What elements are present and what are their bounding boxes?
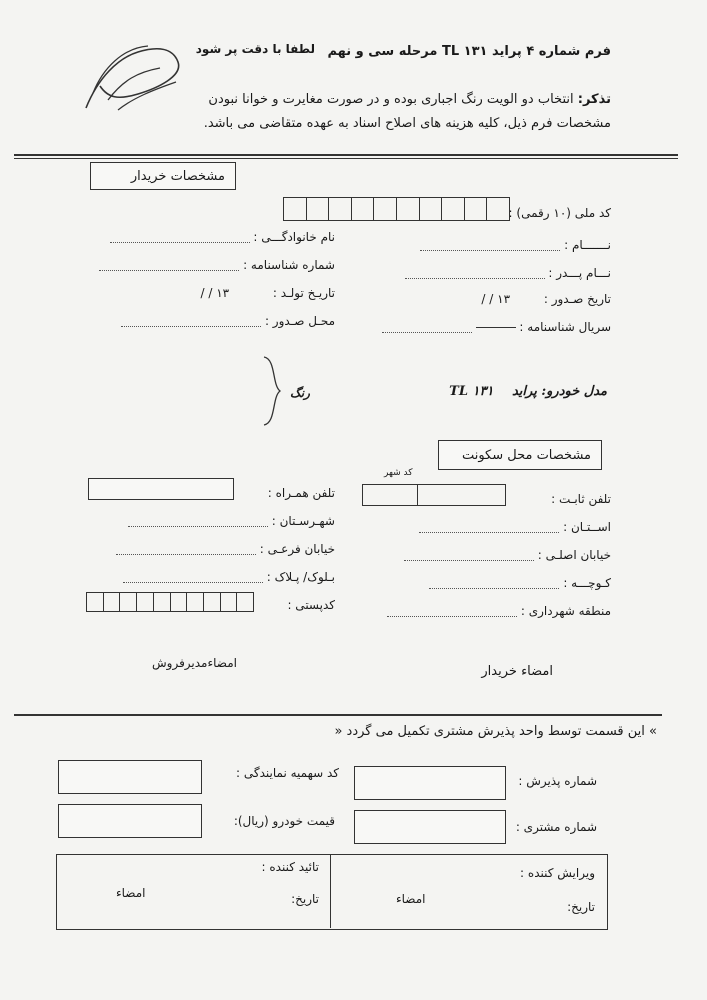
approver-date-label: تاریخ: — [291, 892, 319, 906]
reception-number-label: شماره پذیرش : — [518, 774, 597, 788]
agency-code-input[interactable] — [58, 760, 202, 794]
mobile-label: تلفن همـراه : — [267, 486, 335, 500]
approver-label: تائید کننده : — [261, 860, 319, 874]
id-number-label: شماره شناسنامه : — [243, 258, 335, 272]
block-row[interactable] — [123, 570, 335, 584]
vehicle-price-label: قیمت خودرو (ریال): — [233, 814, 335, 828]
last-name-label: نام خانوادگـــی : — [253, 230, 335, 244]
landline-label: تلفن ثابـت : — [551, 492, 611, 506]
logo-signature-icon — [78, 38, 188, 118]
issue-date-row[interactable] — [481, 292, 611, 306]
customer-number-label: شماره مشتری : — [515, 820, 597, 834]
vehicle-price-input[interactable] — [58, 804, 202, 838]
landline-input[interactable] — [362, 484, 506, 506]
reception-note: » این قسمت توسط واحد پذیرش مشتری تکمیل می گردد « — [334, 724, 657, 739]
main-street-row[interactable] — [404, 548, 611, 562]
buyer-signature: امضاء خریدار — [481, 664, 553, 679]
first-name-label: نـــــــام : — [564, 238, 611, 252]
district-label: منطقه شهرداری : — [520, 604, 611, 618]
header-divider — [14, 154, 678, 156]
editor-label: ویرایش کننده : — [520, 866, 595, 880]
father-name-row[interactable] — [405, 266, 611, 280]
reception-divider — [14, 714, 662, 716]
id-serial-label: سریال شناسنامه : — [519, 320, 611, 334]
vehicle-model-label: مدل خودرو: پراید — [511, 384, 607, 399]
color-label: رنگ — [290, 386, 310, 400]
company-logo — [78, 38, 188, 118]
alley-label: کـوچـــه : — [563, 576, 611, 590]
city-code-label: کد شهر — [384, 468, 413, 478]
reminder-label: تذکر: — [577, 92, 611, 107]
national-code-label: کد ملی (۱۰ رقمی) : — [508, 206, 611, 220]
header-divider-thin — [14, 158, 678, 159]
residence-section-title: مشخصات محل سکونت — [438, 440, 602, 470]
agency-code-label: کد سهمیه نمایندگی : — [236, 766, 339, 780]
city-row[interactable] — [128, 514, 335, 528]
alley-row[interactable] — [429, 576, 611, 590]
birth-date-value: ۱۳ / / — [200, 286, 230, 300]
id-serial-row[interactable] — [382, 320, 611, 334]
birth-date-row[interactable] — [200, 286, 335, 300]
approval-box-divider — [330, 854, 331, 928]
main-street-label: خیابان اصلـی : — [537, 548, 611, 562]
editor-date-label: تاریخ: — [567, 900, 595, 914]
side-street-label: خیابان فرعـی : — [259, 542, 335, 556]
birth-date-label: تاریـخ تولـد : — [272, 286, 335, 300]
last-name-row[interactable] — [110, 230, 335, 244]
national-code-input[interactable] — [283, 197, 510, 221]
id-number-row[interactable] — [99, 258, 335, 272]
reminder-line-2: مشخصات فرم ذیل، کلیه هزینه های اصلاح اسناد به عهده متقاضی می باشد. — [203, 116, 611, 131]
issue-date-value: ۱۳ / / — [481, 292, 511, 306]
postal-code-input[interactable] — [86, 592, 254, 612]
form-title: فرم شماره ۴ پراید ۱۳۱ TL مرحله سی و نهم — [327, 44, 611, 59]
mobile-input[interactable] — [88, 478, 234, 500]
district-row[interactable] — [387, 604, 611, 618]
vehicle-model-value: TL ۱۳۱ — [449, 384, 494, 399]
province-label: اســتـان : — [563, 520, 611, 534]
customer-number-input[interactable] — [354, 810, 506, 844]
sales-manager-signature: امضاءمدیرفروش — [152, 656, 237, 670]
reception-number-input[interactable] — [354, 766, 506, 800]
approver-signature-label: امضاء — [116, 886, 146, 900]
city-label: شهـرسـتان : — [271, 514, 335, 528]
province-row[interactable] — [419, 520, 611, 534]
father-name-label: نـــام پـــدر : — [548, 266, 611, 280]
issue-place-row[interactable] — [121, 314, 335, 328]
issue-date-label: تاریخ صـدور : — [543, 292, 611, 306]
issue-place-label: محـل صـدور : — [264, 314, 335, 328]
side-street-row[interactable] — [116, 542, 335, 556]
buyer-section-title: مشخصات خریدار — [90, 162, 236, 190]
vehicle-model-row — [449, 384, 607, 399]
editor-signature-label: امضاء — [396, 892, 426, 906]
postal-code-label: کدپستی : — [287, 598, 335, 612]
reminder-text: انتخاب دو الویت رنگ اجباری بوده و در صورت مغایرت و خوانا نبودن — [208, 92, 574, 107]
block-label: بـلوک/ پـلاک : — [266, 570, 335, 584]
color-brace-icon — [258, 355, 286, 427]
accuracy-note: لطفا با دقت پر شود — [195, 42, 315, 56]
first-name-row[interactable] — [420, 238, 611, 252]
reminder-line-1 — [208, 92, 611, 107]
